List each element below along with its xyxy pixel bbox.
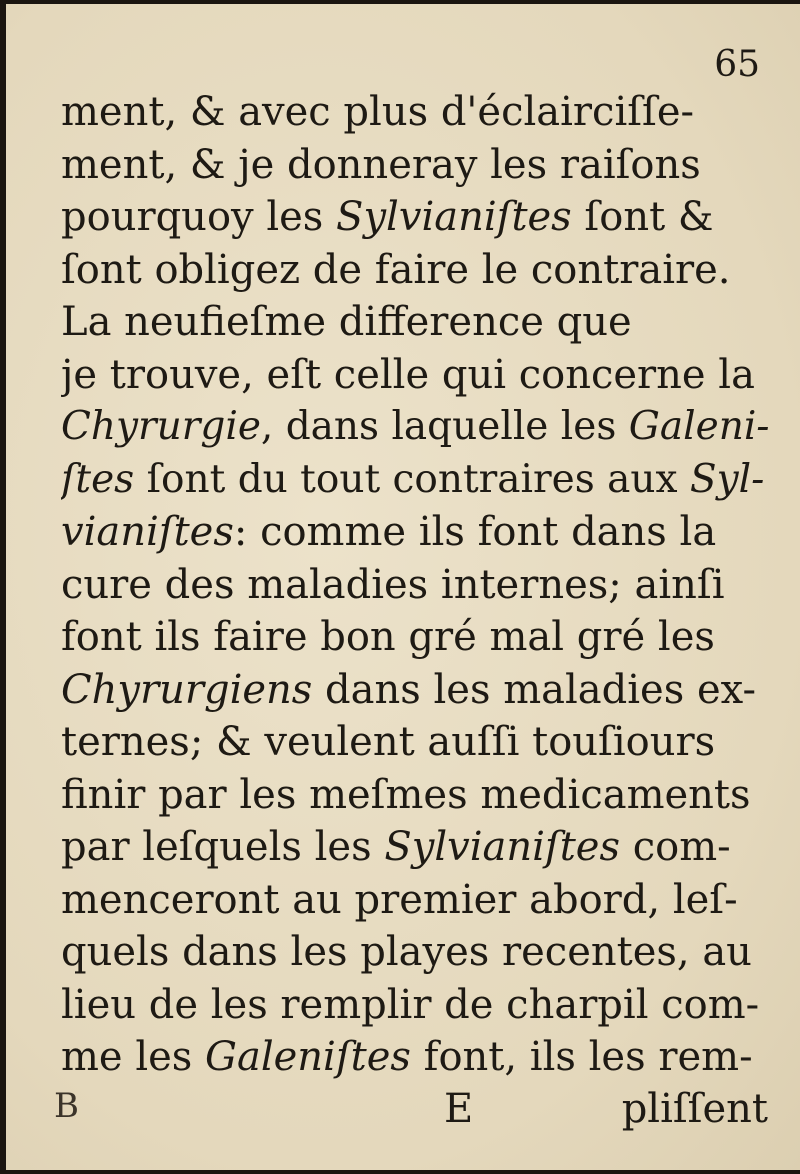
text-segment: dans les maladies ex- xyxy=(312,666,756,713)
text-segment: je trouve, eſt celle qui concerne la xyxy=(61,351,755,398)
text-line xyxy=(61,664,771,717)
text-segment: ment, & je donneray les raiſons xyxy=(61,141,701,188)
text-segment: , dans laquelle les xyxy=(260,404,629,449)
text-line xyxy=(61,559,771,612)
text-line xyxy=(61,191,771,244)
catchword: pliſſent xyxy=(621,1086,768,1132)
italic-word: Chyrurgie xyxy=(61,404,261,449)
book-page xyxy=(6,4,800,1170)
italic-word: Syl- xyxy=(689,456,765,502)
italic-word: vianiſtes xyxy=(61,509,234,555)
text-line xyxy=(61,401,771,454)
text-line xyxy=(61,716,771,769)
text-segment: ſont du tout contraires aux xyxy=(134,456,690,502)
text-segment: me les xyxy=(61,1034,206,1080)
text-segment: ternes; & veulent auſſi touſiours xyxy=(61,719,716,765)
text-line xyxy=(61,349,771,402)
text-segment: pourquoy les xyxy=(61,194,337,240)
text-line xyxy=(61,926,771,979)
italic-word: Sylvianiſtes xyxy=(336,194,572,240)
signature: E xyxy=(444,1086,474,1132)
text-line xyxy=(61,611,771,664)
text-segment: ment, & avec plus d'éclairciſſe- xyxy=(61,89,695,135)
text-line xyxy=(61,244,771,297)
text-segment: menceront au premier abord, leſ- xyxy=(61,876,738,923)
text-line xyxy=(61,769,771,822)
text-segment: par leſquels les xyxy=(61,824,385,870)
text-line xyxy=(61,139,771,192)
italic-word: ſtes xyxy=(61,456,135,502)
text-line xyxy=(61,979,771,1032)
text-line xyxy=(61,821,771,874)
text-line xyxy=(61,1031,771,1084)
text-line xyxy=(61,454,771,507)
text-segment: ſont obligez de faire le contraire. xyxy=(61,246,731,293)
text-segment: com- xyxy=(620,824,731,870)
italic-word: Galeniſtes xyxy=(205,1034,411,1080)
text-segment: quels dans les playes recentes, au xyxy=(61,929,752,975)
text-segment: font ils faire bon gré mal gré les xyxy=(61,614,715,660)
text-segment: : comme ils font dans la xyxy=(233,509,717,555)
page-footer xyxy=(54,1086,768,1146)
text-line xyxy=(61,296,771,349)
text-segment: cure des maladies internes; ainſi xyxy=(61,561,725,608)
text-line xyxy=(61,86,771,139)
text-line xyxy=(61,874,771,927)
body-text xyxy=(61,86,771,1084)
signature-mark: B xyxy=(54,1086,79,1126)
text-segment: font, ils les rem- xyxy=(410,1034,753,1080)
text-segment: lieu de les remplir de charpil com- xyxy=(61,981,760,1028)
italic-word: Sylvianiſtes xyxy=(384,824,621,870)
text-line xyxy=(61,506,771,559)
text-segment: finir par les meſmes medicaments xyxy=(61,771,751,818)
italic-word: Galeni- xyxy=(628,404,770,449)
text-segment: ſont & xyxy=(571,194,714,240)
text-segment: La neufieſme difference que xyxy=(61,299,632,345)
page-number: 65 xyxy=(714,44,760,85)
italic-word: Chyrurgiens xyxy=(61,666,313,713)
